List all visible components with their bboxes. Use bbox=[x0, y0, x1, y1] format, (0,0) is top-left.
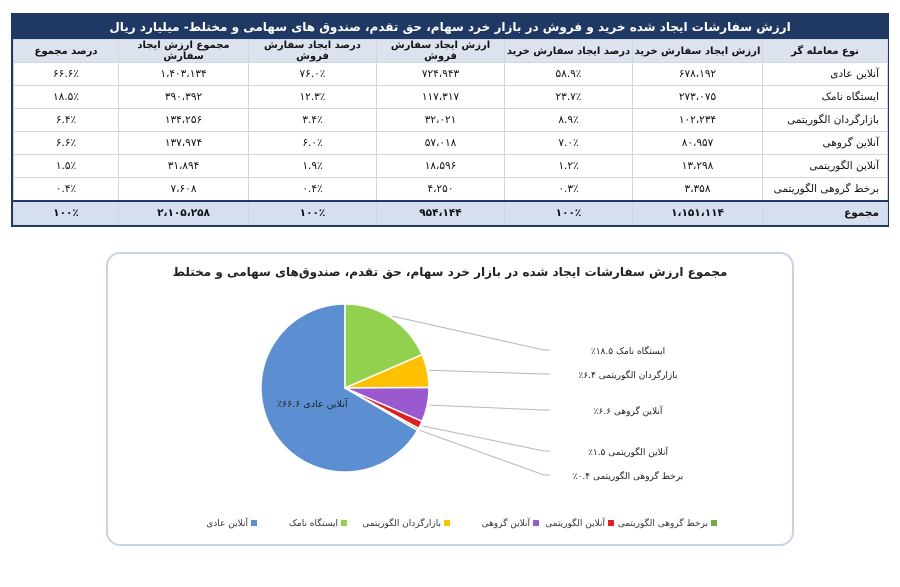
table-cell: ۳۲،۰۲۱ bbox=[377, 109, 505, 132]
table-cell: ۸.۹٪ bbox=[505, 109, 633, 132]
table-cell: ۱،۴۰۳،۱۳۴ bbox=[119, 63, 249, 86]
table-cell: ۵۸.۹٪ bbox=[505, 63, 633, 86]
trader-type-cell: آنلاین الگوریتمی bbox=[763, 155, 888, 178]
table-cell: ۱۳،۲۹۸ bbox=[633, 155, 763, 178]
table-cell: ۲۷۳،۰۷۵ bbox=[633, 86, 763, 109]
table-cell: ۱۸.۵٪ bbox=[14, 86, 119, 109]
legend-label: آنلاین گروهی bbox=[481, 519, 530, 529]
table-cell: ۱۳۴،۲۵۶ bbox=[119, 109, 249, 132]
table-cell: ۳۹۰،۳۹۲ bbox=[119, 86, 249, 109]
header-cell: ارزش ایجاد سفارش خرید bbox=[633, 40, 763, 63]
table-cell: ۰.۴٪ bbox=[14, 178, 119, 202]
trader-type-cell: بازارگردان الگوریتمی bbox=[763, 109, 888, 132]
table-cell: ۷۶.۰٪ bbox=[249, 63, 377, 86]
pie-chart bbox=[108, 254, 792, 544]
table-cell: ۷،۶۰۸ bbox=[119, 178, 249, 202]
table-title: ارزش سفارشات ایجاد شده خرید و فروش در بازار خرد سهام، حق تقدم، صندوق های سهامی و مختلط- میلیارد ریال bbox=[13, 15, 887, 39]
legend-label: بازارگردان الگوریتمی bbox=[362, 519, 441, 529]
table-cell: ۷۲۴،۹۴۳ bbox=[377, 63, 505, 86]
header-cell: درصد مجموع bbox=[14, 40, 119, 63]
table-row bbox=[14, 132, 888, 155]
slice-label: بازارگردان الگوریتمی ۶.۴٪ bbox=[578, 371, 678, 381]
legend-label: برخط گروهی الگوریتمی bbox=[617, 519, 708, 529]
legend-swatch bbox=[444, 520, 450, 526]
trader-type-cell: ایستگاه نامک bbox=[763, 86, 888, 109]
header-cell: مجموع ارزش ایجاد سفارش bbox=[119, 40, 249, 63]
table-cell: ۱.۵٪ bbox=[14, 155, 119, 178]
slice-label: برخط گروهی الگوریتمی ۰.۴٪ bbox=[572, 472, 684, 482]
table-cell: ۶.۴٪ bbox=[14, 109, 119, 132]
total-cell: ۱،۱۵۱،۱۱۴ bbox=[633, 201, 763, 225]
leader-line bbox=[429, 405, 550, 410]
header-cell: نوع معامله گر bbox=[763, 40, 888, 63]
slice-label: ایستگاه نامک ۱۸.۵٪ bbox=[590, 347, 666, 357]
legend-label: آنلاین عادی bbox=[206, 519, 248, 529]
legend-swatch bbox=[533, 520, 539, 526]
table-cell: ۱۲.۳٪ bbox=[249, 86, 377, 109]
table-cell: ۰.۳٪ bbox=[505, 178, 633, 202]
table-cell: ۶۷۸،۱۹۲ bbox=[633, 63, 763, 86]
legend-swatch bbox=[608, 520, 614, 526]
table-cell: ۴،۲۵۰ bbox=[377, 178, 505, 202]
table-cell: ۱.۹٪ bbox=[249, 155, 377, 178]
total-cell: ۱۰۰٪ bbox=[505, 201, 633, 225]
table-cell: ۰.۴٪ bbox=[249, 178, 377, 202]
trader-type-cell: آنلاین گروهی bbox=[763, 132, 888, 155]
total-cell: ۱۰۰٪ bbox=[249, 201, 377, 225]
table-cell: ۶.۶٪ bbox=[14, 132, 119, 155]
header-cell: درصد ایجاد سفارش خرید bbox=[505, 40, 633, 63]
total-cell: ۲،۱۰۵،۲۵۸ bbox=[119, 201, 249, 225]
table-cell: ۱۱۷،۳۱۷ bbox=[377, 86, 505, 109]
total-cell: ۱۰۰٪ bbox=[14, 201, 119, 225]
chart-title: مجموع ارزش سفارشات ایجاد شده در بازار خرد سهام، حق تقدم، صندوق‌های سهامی و مختلط bbox=[172, 265, 728, 279]
table-header-row bbox=[14, 40, 888, 63]
trader-type-cell: برخط گروهی الگوریتمی bbox=[763, 178, 888, 202]
table-cell: ۷.۰٪ bbox=[505, 132, 633, 155]
table-cell: ۸۰،۹۵۷ bbox=[633, 132, 763, 155]
legend-label: آنلاین الگوریتمی bbox=[545, 519, 605, 529]
table-cell: ۳.۴٪ bbox=[249, 109, 377, 132]
total-cell: ۹۵۴،۱۴۴ bbox=[377, 201, 505, 225]
data-table bbox=[11, 13, 889, 227]
legend-swatch bbox=[711, 520, 717, 526]
leader-line bbox=[429, 370, 550, 374]
total-label-cell: مجموع bbox=[763, 201, 888, 225]
table-cell: ۱.۲٪ bbox=[505, 155, 633, 178]
table-row bbox=[14, 109, 888, 132]
table-cell: ۳۱،۸۹۴ bbox=[119, 155, 249, 178]
table-row bbox=[14, 155, 888, 178]
legend-swatch bbox=[341, 520, 347, 526]
legend-label: ایستگاه نامک bbox=[288, 519, 338, 529]
table-cell: ۱۰۲،۲۳۴ bbox=[633, 109, 763, 132]
table-cell: ۶۶.۶٪ bbox=[14, 63, 119, 86]
table-cell: ۵۷،۰۱۸ bbox=[377, 132, 505, 155]
slice-label: آنلاین الگوریتمی ۱.۵٪ bbox=[588, 448, 668, 458]
slice-label: آنلاین عادی ۶۶.۶٪ bbox=[276, 398, 348, 410]
legend-swatch bbox=[251, 520, 257, 526]
table-cell: ۲۳.۷٪ bbox=[505, 86, 633, 109]
orders-table bbox=[13, 39, 888, 225]
table-cell: ۱۳۷،۹۷۴ bbox=[119, 132, 249, 155]
header-cell: ارزش ایجاد سفارش فروش bbox=[377, 40, 505, 63]
leader-line bbox=[420, 430, 550, 475]
table-cell: ۶.۰٪ bbox=[249, 132, 377, 155]
trader-type-cell: آنلاین عادی bbox=[763, 63, 888, 86]
table-row bbox=[14, 86, 888, 109]
table-total-row bbox=[14, 201, 888, 225]
table-cell: ۱۸،۵۹۶ bbox=[377, 155, 505, 178]
table-cell: ۳،۳۵۸ bbox=[633, 178, 763, 202]
table-row bbox=[14, 178, 888, 202]
pie-chart-panel bbox=[106, 252, 794, 546]
table-row bbox=[14, 63, 888, 86]
slice-label: آنلاین گروهی ۶.۶٪ bbox=[593, 407, 663, 417]
header-cell: درصد ایجاد سفارش فروش bbox=[249, 40, 377, 63]
